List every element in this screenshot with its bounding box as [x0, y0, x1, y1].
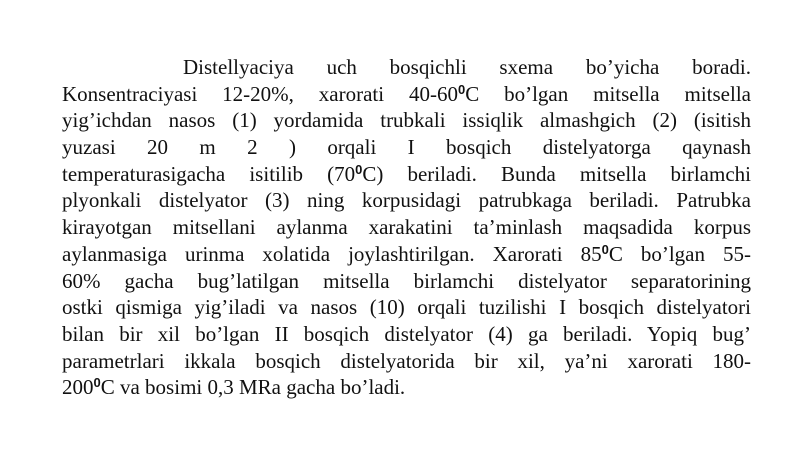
text-line: kirayotgan mitsellani aylanma xarakatini ta’minlash maqsadida korpus — [62, 215, 751, 240]
text-line: 60% gacha bug’latilgan mitsella birlamchi distelyator separatorining — [62, 268, 751, 293]
body-paragraph — [62, 54, 751, 401]
document-page — [62, 54, 751, 401]
degree-superscript: 0 — [457, 81, 466, 97]
text-line: aylanmasiga urinma xolatida joylashtirilgan. Xarorati $85^0C$ bo’lgan 55- — [62, 241, 751, 266]
text-line: parametrlari ikkala bosqich distelyatorida bir xil, ya’ni xarorati 180- — [62, 348, 751, 373]
text-line: yuzasi 20 m 2 ) orqali I bosqich distelyatorga qaynash — [62, 135, 751, 160]
text-line: Konsentraciyasi 12-20%, xarorati $40-60^0C$ bo’lgan mitsella mitsella — [62, 81, 751, 106]
text-line: $200^0C$ va bosimi 0,3 MRa gacha bo’ladi. — [62, 375, 406, 400]
text-line: ostki qismiga yig’iladi va nasos (10) orqali tuzilishi I bosqich distelyatori — [62, 295, 751, 320]
degree-superscript: 0 — [601, 241, 609, 257]
degree-superscript: 0 — [355, 161, 363, 177]
text-line: bilan bir xil bo’lgan II bosqich distelyator (4) ga beriladi. Yopiq bug’ — [62, 321, 751, 346]
text-line: plyonkali distelyator (3) ning korpusidagi patrubkaga beriladi. Patrubka — [62, 188, 751, 213]
text-line: temperaturasigacha isitilib $(70^0C)$ beriladi. Bunda mitsella birlamchi — [62, 161, 751, 186]
text-line: yig’ichdan nasos (1) yordamida trubkali issiqlik almashgich (2) (isitish — [62, 108, 751, 133]
text-line: Distellyaciya uch bosqichli sxema bo’yicha boradi. — [183, 55, 751, 79]
degree-superscript: 0 — [93, 375, 101, 391]
